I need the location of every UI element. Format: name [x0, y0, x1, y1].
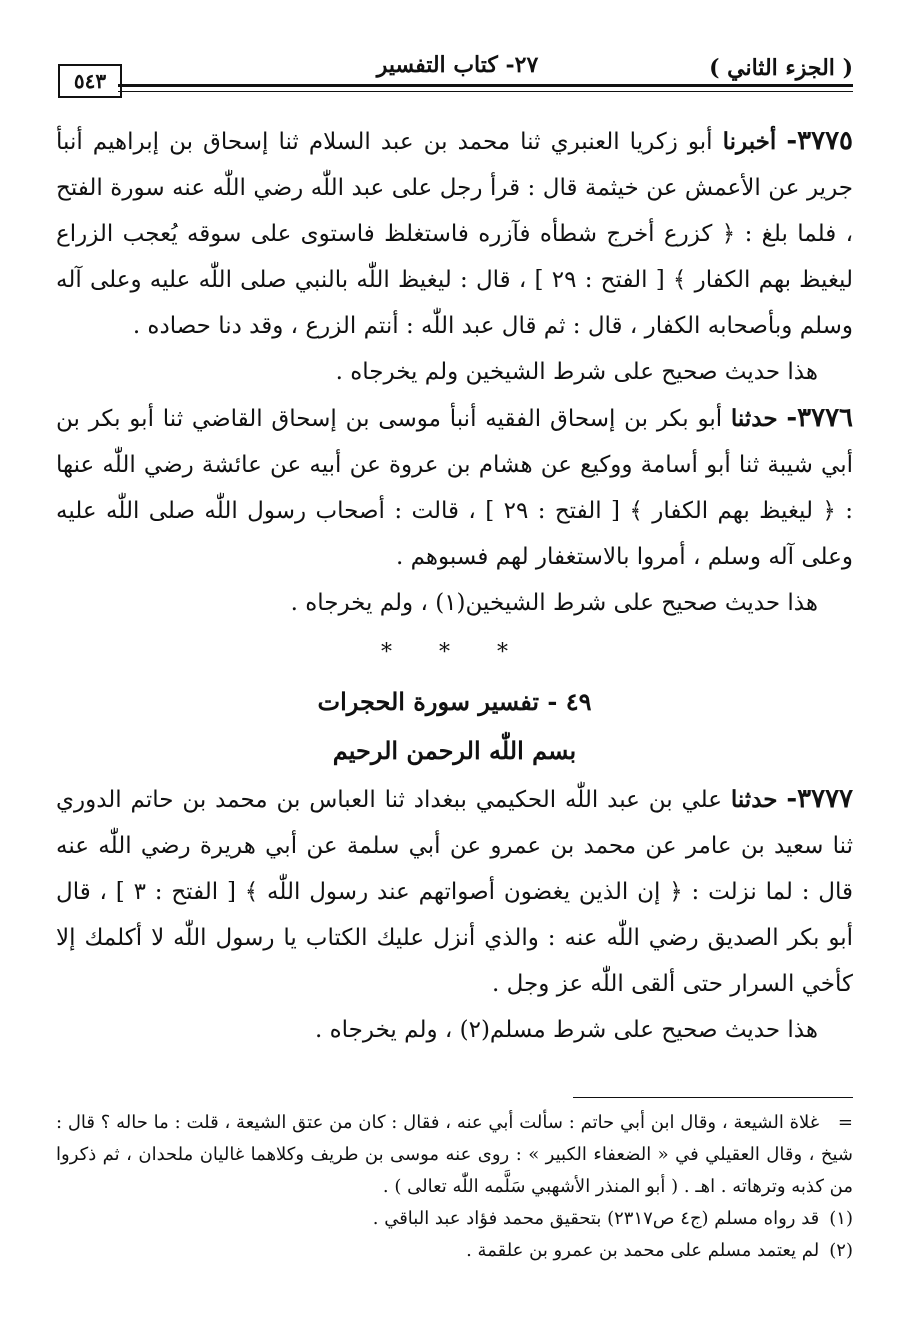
- hadith-lead: حدثنا: [730, 786, 778, 813]
- hadith-grade: هذا حديث صحيح على شرط مسلم(٢) ، ولم يخرجاه .: [314, 1017, 818, 1043]
- footnote-rule: [573, 1097, 853, 1098]
- hadith-number: ٣٧٧٦-: [786, 403, 854, 433]
- footnotes: [56, 1107, 853, 1267]
- book-title: ٢٧- كتاب التفسير: [376, 52, 539, 78]
- hadith-grade: هذا حديث صحيح على شرط الشيخين ولم يخرجاه .: [335, 359, 818, 385]
- footnote-mark: (١): [829, 1208, 853, 1229]
- footnote-text: غلاة الشيعة ، وقال ابن أبي حاتم : سألت أبي عنه ، فقال : كان من عتق الشيعة ، قلت : ما حاله ؟ قال : شيخ ، وقال العقيلي في « الضعفاء الكبير » : روى عنه موسى بن طريف وكلاهما غاليان ملحدان ، ثم ذكروا من كذبه وترهاته . اهـ . ( أبو المنذر الأشهبي سَلَّمه اللّٰه تعالى ) .: [56, 1112, 853, 1197]
- hadith-text: أبو بكر بن إسحاق الفقيه أنبأ موسى بن إسحاق القاضي ثنا أبو بكر بن أبي شيبة ثنا أبو أسامة ووكيع عن هشام بن عروة عن أبيه عن عائشة رضي اللّٰه عنها : ﴿ ليغيظ بهم الكفار ﴾ [ الفتح : ٢٩ ] ، قالت : أصحاب رسول اللّٰه صلى اللّٰه عليه وعلى آله وسلم ، أمروا بالاستغفار لهم فسبوهم .: [56, 406, 853, 570]
- footnote: [56, 1235, 853, 1267]
- footnote-text: لم يعتمد مسلم على محمد بن عمرو بن علقمة .: [466, 1240, 820, 1261]
- section-separator: * * *: [381, 640, 528, 665]
- hadith-3775: [56, 118, 853, 349]
- hadith-grade: هذا حديث صحيح على شرط الشيخين(١) ، ولم يخرجاه .: [290, 590, 818, 616]
- footnote-mark: =: [837, 1112, 853, 1133]
- hadith-3776: [56, 395, 853, 580]
- hadith-number: ٣٧٧٧-: [786, 784, 854, 814]
- footnote: [56, 1107, 853, 1203]
- hadith-text: أبو زكريا العنبري ثنا محمد بن عبد السلام ثنا إسحاق بن إبراهيم أنبأ جرير عن الأعمش عن خيثمة قال : قرأ رجل على عبد اللّٰه رضي اللّٰه عنه سورة الفتح ، فلما بلغ : ﴿ كزرع أخرج شطأه فآزره فاستغلظ فاستوى على سوقه يُعجب الزراع ليغيظ بهم الكفار ﴾ [ الفتح : ٢٩ ] ، قال : ليغيظ اللّٰه بالنبي صلى اللّٰه عليه وعلى آله وسلم وبأصحابه الكفار ، قال : ثم قال عبد اللّٰه : أنتم الزرع ، وقد دنا حصاده .: [56, 129, 854, 339]
- footnote-text: قد رواه مسلم (ج٤ ص٢٣١٧) بتحقيق محمد فؤاد عبد الباقي .: [372, 1208, 820, 1229]
- surah-heading: ٤٩ - تفسير سورة الحجرات: [317, 687, 592, 716]
- hadith-lead: حدثنا: [730, 405, 778, 432]
- footnote-mark: (٢): [829, 1240, 853, 1261]
- main-text: [56, 118, 853, 1053]
- hadith-3777: [56, 776, 853, 1007]
- basmala: بسم اللّٰه الرحمن الرحيم: [332, 736, 577, 765]
- page-number: ٥٤٣: [58, 64, 122, 98]
- footnote: [56, 1203, 853, 1235]
- hadith-text: علي بن عبد اللّٰه الحكيمي ببغداد ثنا العباس بن محمد بن حاتم الدوري ثنا سعيد بن عامر عن محمد بن عمرو عن أبي سلمة عن أبي هريرة رضي اللّٰه عنه قال : لما نزلت : ﴿ إن الذين يغضون أصواتهم عند رسول اللّٰه ﴾ [ الفتح : ٣ ] ، قال أبو بكر الصديق رضي اللّٰه عنه : والذي أنزل عليك الكتاب يا رسول اللّٰه لا أكلمك إلا كأخي السرار حتى ألقى اللّٰه عز وجل .: [56, 787, 854, 997]
- hadith-lead: أخبرنا: [722, 128, 777, 155]
- hadith-number: ٣٧٧٥-: [786, 126, 854, 156]
- header-rule-thick: [118, 84, 853, 87]
- volume-title: ( الجزء الثاني ): [709, 55, 853, 81]
- header-rule-thin: [118, 91, 853, 92]
